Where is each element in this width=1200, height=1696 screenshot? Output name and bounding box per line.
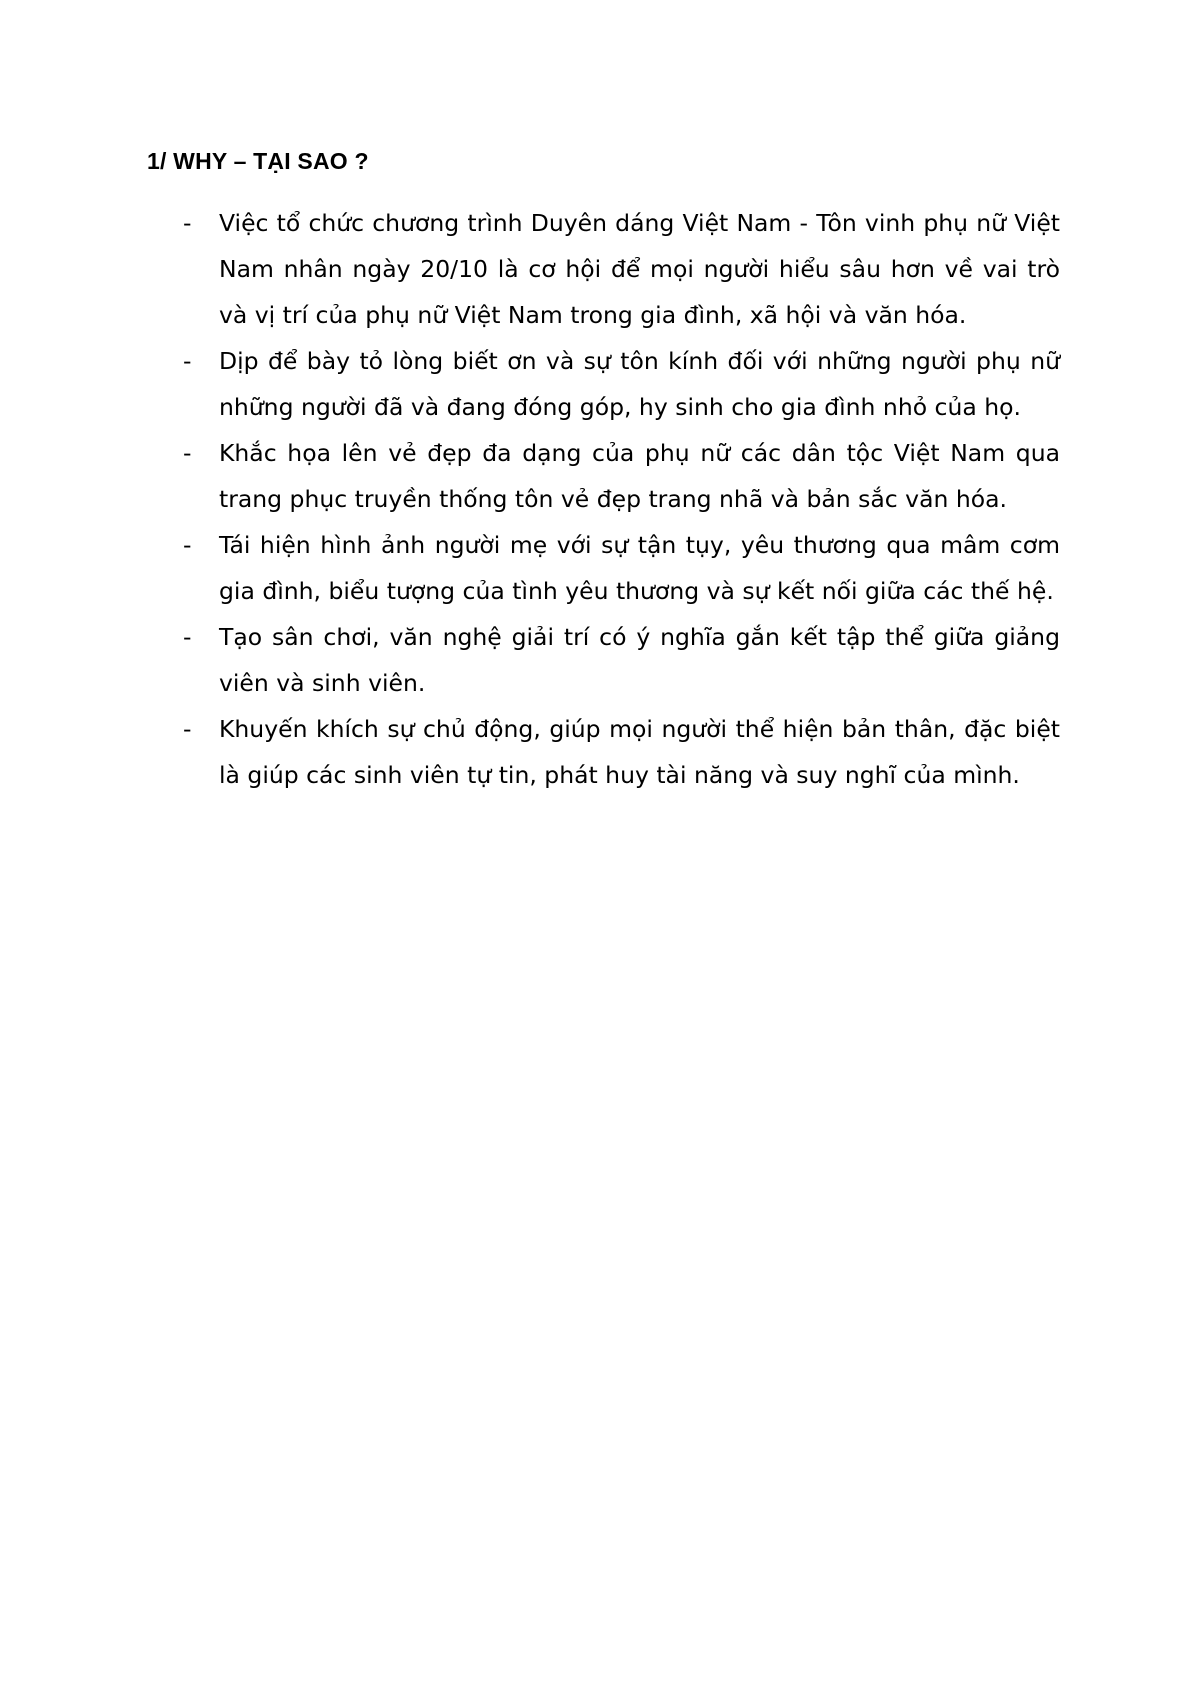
bullet-marker: - (183, 531, 192, 559)
list-item-text: Tạo sân chơi, văn nghệ giải trí có ý nghĩa gắn kết tập thể giữa giảng viên và sinh viên. (219, 623, 1060, 697)
bullet-marker: - (183, 623, 192, 651)
list-item-text: Khắc họa lên vẻ đẹp đa dạng của phụ nữ các dân tộc Việt Nam qua trang phục truyền thống tôn vẻ đẹp trang nhã và bản sắc văn hóa. (219, 439, 1060, 513)
list-item (183, 706, 1060, 798)
bullet-marker: - (183, 715, 192, 743)
bullet-list (183, 200, 1060, 798)
list-item-text: Khuyến khích sự chủ động, giúp mọi người thể hiện bản thân, đặc biệt là giúp các sinh viên tự tin, phát huy tài năng và suy nghĩ của mình. (219, 715, 1060, 789)
list-item (183, 200, 1060, 338)
bullet-marker: - (183, 209, 192, 237)
list-item-text: Tái hiện hình ảnh người mẹ với sự tận tụy, yêu thương qua mâm cơm gia đình, biểu tượng của tình yêu thương và sự kết nối giữa các thế hệ. (219, 531, 1060, 605)
list-item (183, 430, 1060, 522)
list-item (183, 614, 1060, 706)
section-heading: 1/ WHY – TẠI SAO ? (147, 148, 369, 174)
list-item-text: Dịp để bày tỏ lòng biết ơn và sự tôn kính đối với những người phụ nữ những người đã và đang đóng góp, hy sinh cho gia đình nhỏ của họ. (219, 347, 1060, 421)
list-item (183, 522, 1060, 614)
bullet-marker: - (183, 347, 192, 375)
list-item (183, 338, 1060, 430)
list-item-text: Việc tổ chức chương trình Duyên dáng Việt Nam - Tôn vinh phụ nữ Việt Nam nhân ngày 20/10 là cơ hội để mọi người hiểu sâu hơn về vai trò và vị trí của phụ nữ Việt Nam trong gia đình, xã hội và văn hóa. (219, 209, 1060, 329)
bullet-marker: - (183, 439, 192, 467)
